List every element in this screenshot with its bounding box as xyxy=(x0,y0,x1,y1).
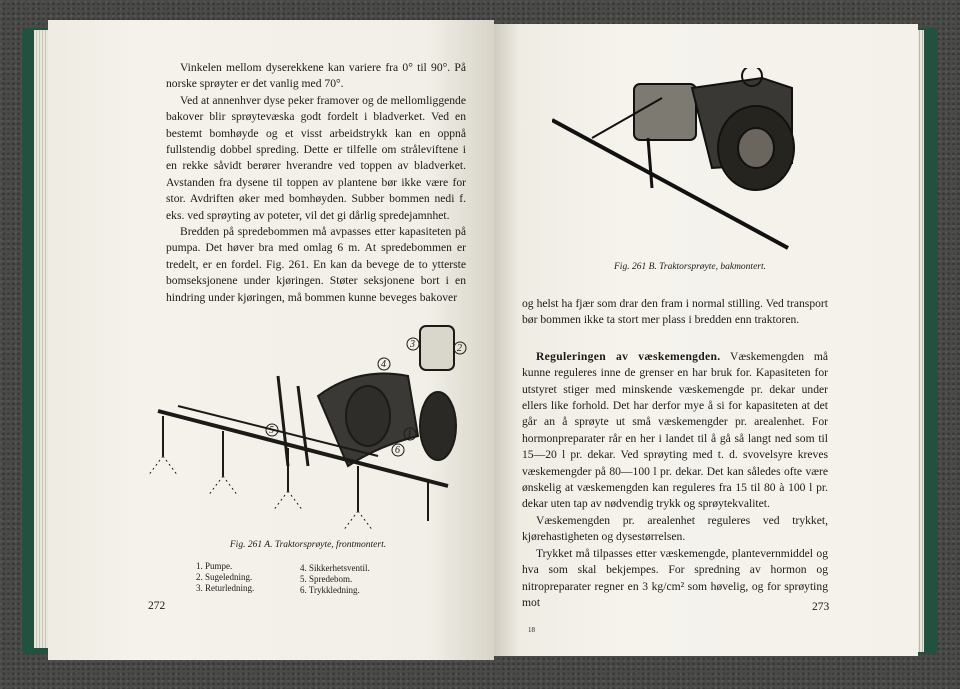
legend-item: 2. Sugeledning. xyxy=(196,572,253,582)
figure-caption: Fig. 261 B. Traktorsprøyte, bakmontert. xyxy=(614,262,766,272)
tank xyxy=(634,84,696,140)
tank xyxy=(420,326,454,370)
callout-3: 3 xyxy=(410,339,415,350)
tractor-wheel xyxy=(420,392,456,460)
legend-item: 3. Returledning. xyxy=(196,583,255,593)
paragraph: og helst ha fjær som drar den fram i normal stilling. Ved transport bør bommen ikke ta stort mer plass i bredden enn traktoren. xyxy=(522,297,828,327)
page-number: 272 xyxy=(148,600,166,612)
left-page xyxy=(48,20,494,660)
figure-legend-col1 xyxy=(196,561,254,594)
paragraph: Vinkelen mellom dyserekkene kan variere fra 0° til 90°. På norske sprøyter er det vanlig med 70°. xyxy=(166,61,466,91)
paragraph: Bredden på spredebommen må avpasses etter kapasiteten på pumpa. Det høver bra med omlag 6 m. At spredebommen er tredelt, er en fordel. Fig. 261. En kan da bevege de to ytterste bomseksjonene under kjøringen. Støter seksjonene bort i en hindring under kjøringen, må bommen kunne beveges bakover xyxy=(166,225,466,304)
legend-item: 1. Pumpe. xyxy=(196,561,233,571)
legend-item: 6. Trykkledning. xyxy=(300,585,360,595)
paragraph: Trykket må tilpasses etter væskemengde, plantevernmiddel og hva som skal bekjempes. For spredning av hormon og nitropreparater regner en 3 kg/cm² som høvelig, og for sprøyting mot xyxy=(522,546,828,609)
section-heading: Reguleringen av væskemengden. xyxy=(536,349,721,363)
callout-6: 6 xyxy=(395,445,400,456)
legend-item: 5. Spredebom. xyxy=(300,574,353,584)
tractor-wheel-front xyxy=(346,386,390,446)
figure-legend-col2 xyxy=(300,563,370,596)
callout-2: 2 xyxy=(457,343,462,354)
page-number: 273 xyxy=(812,601,830,613)
figure-261b xyxy=(552,68,802,268)
right-body-text xyxy=(522,296,828,611)
callout-5: 5 xyxy=(269,425,274,436)
signature-mark: 18 xyxy=(528,626,535,634)
paragraph: Ved at annenhver dyse peker framover og de mellomliggende bakover blir sprøytevæska godt fordelt i bladverket. Ved en bestemt bomhøyde og et visst arbeidstrykk kan en oppnå fullstendig dobbel spreding. Dette er tilfelle om stråleviftene i en rekke såvidt berører hverandre ved toppen av bladverket. Avstanden fra dysene til toppen av plantene bør ikke være for stor. Avdriften øker med bomhøyden. Subber bommen nedi f. eks. ved sprøyting av poteter, vil det gi dårlig spredejamnhet. xyxy=(166,93,466,222)
figure-261a xyxy=(148,316,468,536)
callout-1: 1 xyxy=(407,429,412,440)
right-page xyxy=(494,24,918,656)
figure-caption: Fig. 261 A. Traktorsprøyte, frontmontert. xyxy=(229,540,387,550)
callout-4: 4 xyxy=(381,359,386,370)
left-body-text xyxy=(166,60,466,306)
section-paragraph xyxy=(522,349,828,513)
section-text: Væskemengden må kunne reguleres inne de grenser en har bruk for. Kapasiteten for utstyret stiger med minskende væskemengde pr. dekar under ellers like forhold. Det har derfor mye å si for kapasiteten at det går an å sprøyte ut små væskemengder pr. arealenhet. For hormonpreparater rår en her i landet til å gå så langt ned som til 15—20 l pr. dekar. Ved sprøyting med t. d. svovelsyre kreves væskemengder på 80—100 l pr. dekar. Det kan således ofte være ønskelig at væskemengden kan reguleres fra 15 til 80 à 100 l pr. dekar uten tap av nødvendig trykk og sprøytekvalitet. xyxy=(522,349,828,511)
legend-item: 4. Sikkerhetsventil. xyxy=(300,563,370,573)
paragraph: Væskemengden pr. arealenhet reguleres ved trykket, kjørehastigheten og dysestørrelsen. xyxy=(522,513,828,544)
